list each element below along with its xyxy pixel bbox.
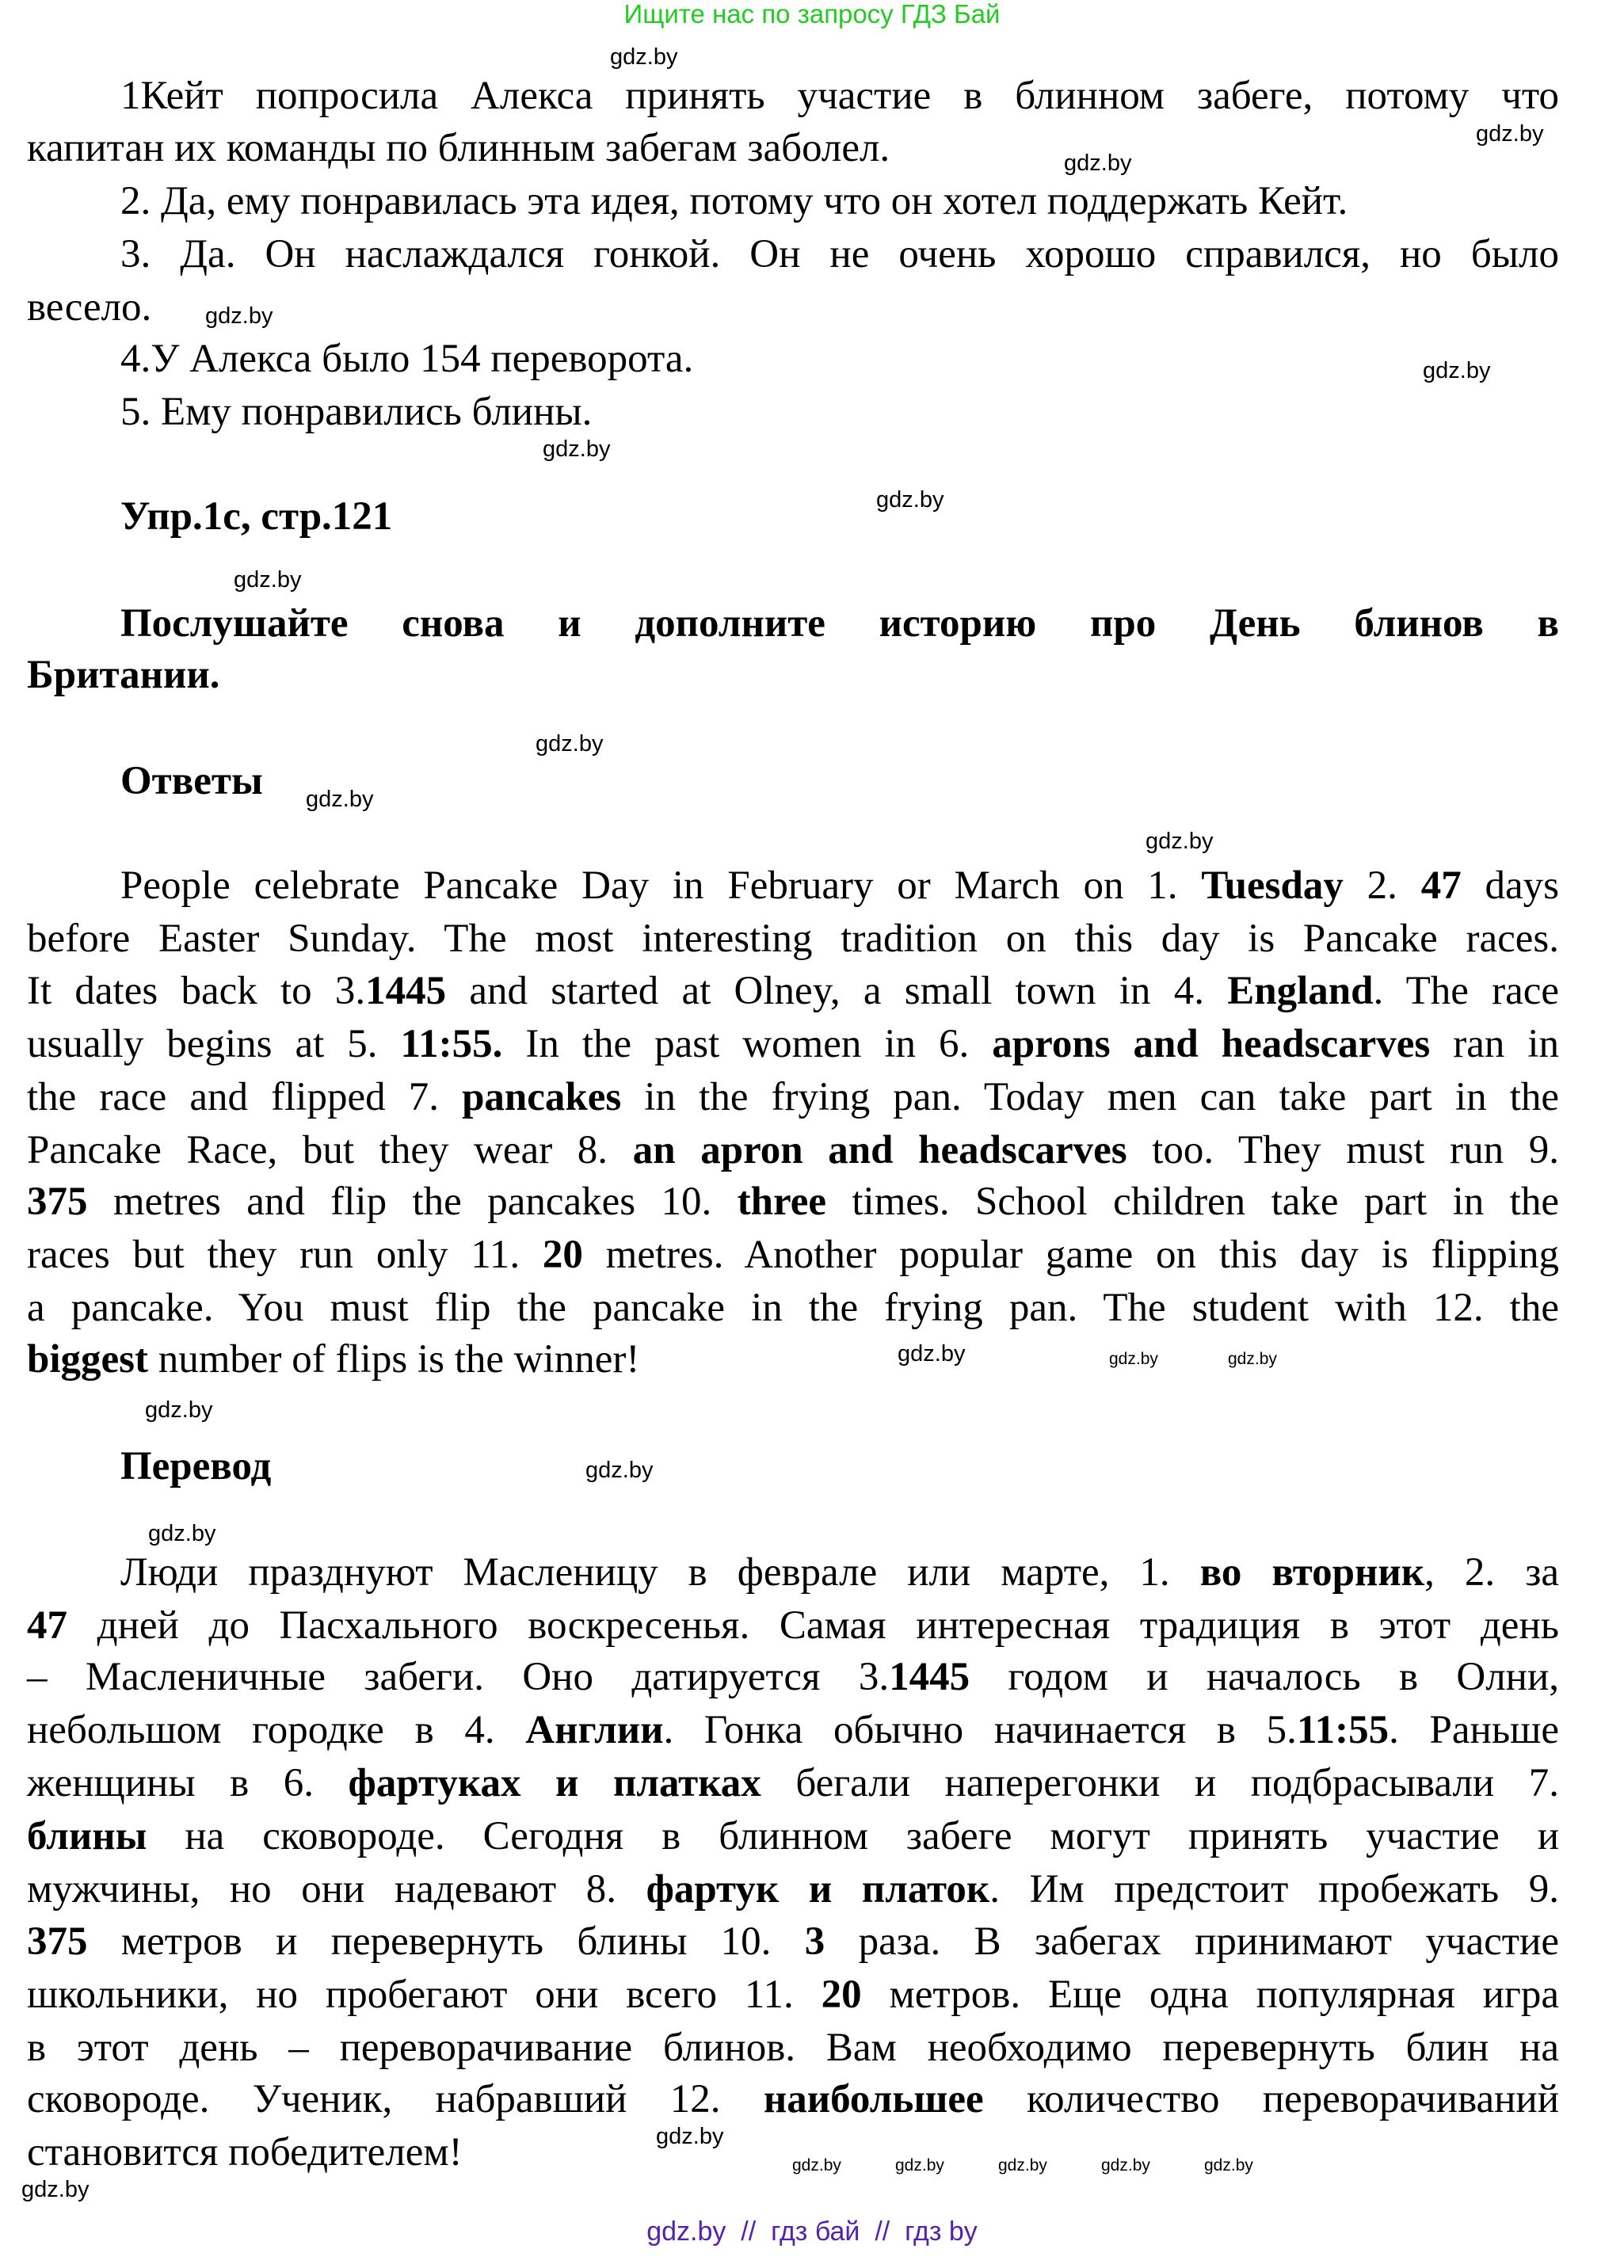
text-segment: бегали наперегонки и подбрасывали 7.: [761, 1761, 1559, 1806]
answer-highlight: 3: [804, 1919, 825, 1964]
watermark: gdz.by: [895, 2156, 944, 2175]
answer-highlight: наибольшее: [763, 2076, 984, 2121]
text-segment: ran in: [1430, 1021, 1559, 1066]
instruction-line: [27, 651, 220, 699]
watermark: gdz.by: [1423, 358, 1491, 383]
answer-highlight: во вторник: [1199, 1549, 1425, 1595]
russian-line: [27, 1653, 1559, 1701]
exercise-title: Упр.1c, стр.121: [120, 494, 393, 539]
footer-links[interactable]: gdz.by // гдз бай // гдз by: [646, 2217, 978, 2247]
text-segment: сковороде. Ученик, набравший 12.: [27, 2076, 764, 2121]
text-segment: times. School children take part in the: [825, 1180, 1559, 1225]
text-segment: In the past women in 6.: [502, 1021, 993, 1066]
answer-highlight: блины: [27, 1814, 147, 1859]
text-segment: 1Кейт попросила Алекса принять участие в блинном забеге, потому что: [120, 74, 1559, 119]
answer-highlight: biggest: [27, 1337, 148, 1382]
russian-line: [27, 1759, 1559, 1807]
answer-highlight: three: [737, 1180, 826, 1225]
russian-line: [27, 1812, 1559, 1860]
text-segment: People celebrate Pancake Day in February or March on 1.: [120, 863, 1202, 909]
text-segment: весело.: [27, 284, 152, 330]
text-segment: metres. Another popular game on this day is flipping: [582, 1233, 1559, 1278]
text-segment: метров и перевернуть блины 10.: [87, 1919, 805, 1964]
english-line: [27, 1073, 1559, 1121]
english-line: [27, 1284, 1559, 1332]
answer-highlight: 47: [1420, 863, 1462, 909]
answer-highlight: 375: [27, 1919, 88, 1964]
watermark: gdz.by: [1146, 829, 1214, 854]
answer-highlight: an apron and headscarves: [632, 1127, 1127, 1172]
watermark: gdz.by: [876, 487, 944, 513]
text-segment: 5. Ему понравились блины.: [120, 390, 593, 435]
watermark: gdz.by: [1204, 2156, 1253, 2175]
text-segment: 4.У Алекса было 154 переворота.: [120, 337, 694, 382]
watermark: gdz.by: [792, 2156, 841, 2175]
russian-line: [27, 1918, 1559, 1965]
answer-highlight: 11:55.: [400, 1021, 503, 1066]
instruction-line: [120, 600, 1559, 647]
answer-highlight: aprons and headscarves: [992, 1021, 1431, 1066]
text-segment: на сковороде. Сегодня в блинном забеге могут принять участие и: [147, 1814, 1559, 1859]
text-segment: number of flips is the winner!: [148, 1337, 640, 1382]
russian-line: [27, 2076, 1559, 2123]
russian-line: [27, 2129, 463, 2176]
text-segment: It dates back to 3.: [27, 968, 366, 1013]
watermark: gdz.by: [1109, 1350, 1158, 1368]
watermark: gdz.by: [306, 787, 374, 812]
answer-highlight: Англии: [525, 1708, 664, 1753]
text-segment: and started at Olney, a small town in 4.: [446, 968, 1228, 1013]
watermark: gdz.by: [21, 2177, 90, 2202]
watermark: gdz.by: [148, 1521, 216, 1546]
answer-highlight: 20: [542, 1233, 583, 1278]
watermark: gdz.by: [1476, 121, 1544, 147]
watermark: gdz.by: [145, 1397, 213, 1423]
english-line: [27, 1126, 1559, 1174]
watermark: gdz.by: [656, 2124, 724, 2149]
watermark: gdz.by: [1228, 1350, 1277, 1368]
text-segment: . Им предстоит пробежать 9.: [989, 1867, 1559, 1912]
answer-highlight: 11:55: [1296, 1708, 1390, 1753]
search-banner: Ищите нас по запросу ГДЗ Бай: [623, 0, 1001, 29]
answers1-line: [120, 231, 1559, 278]
russian-line: [27, 1706, 1559, 1754]
russian-line: [27, 1971, 1559, 2018]
english-line: [120, 862, 1559, 909]
watermark: gdz.by: [1101, 2156, 1150, 2175]
answer-highlight: 1445: [365, 968, 447, 1013]
watermark: gdz.by: [536, 731, 604, 757]
text-segment: , 2. за: [1424, 1549, 1559, 1595]
russian-line: [120, 1549, 1559, 1596]
english-line: [27, 1178, 1559, 1225]
watermark: gdz.by: [898, 1341, 966, 1367]
russian-line: [27, 2024, 1559, 2072]
russian-line: [27, 1866, 1559, 1913]
watermark: gdz.by: [585, 1458, 654, 1483]
english-line: [27, 1231, 1559, 1279]
text-segment: капитан их команды по блинным забегам заболел.: [27, 125, 890, 170]
answers1-line: [120, 388, 592, 436]
text-segment: в этот день – переворачивание блинов. Вам необходимо перевернуть блин на: [27, 2025, 1559, 2070]
text-segment: женщины в 6.: [27, 1761, 349, 1806]
answer-highlight: фартук и платок: [646, 1867, 990, 1912]
text-segment: школьники, но пробегают они всего 11.: [27, 1972, 822, 2017]
answer-highlight: 20: [821, 1972, 862, 2017]
text-segment: 3. Да. Он наслаждался гонкой. Он не очень хорошо справился, но было: [120, 231, 1559, 276]
answer-highlight: фартуках и платках: [348, 1761, 761, 1806]
text-segment: . The race: [1373, 968, 1559, 1013]
english-line: [27, 915, 1559, 962]
english-line: [27, 967, 1559, 1015]
answer-highlight: 47: [27, 1603, 67, 1648]
text-segment: Pancake Race, but they wear 8.: [27, 1127, 633, 1172]
text-segment: a pancake. You must flip the pancake in the frying pan. The student with 12. the: [27, 1286, 1559, 1331]
answer-highlight: Послушайте снова и дополните историю про День блинов в: [120, 600, 1559, 646]
text-segment: days: [1461, 863, 1560, 909]
text-segment: Люди празднуют Масленицу в феврале или марте, 1.: [120, 1549, 1200, 1595]
text-segment: раза. В забегах принимают участие: [825, 1919, 1559, 1964]
text-segment: 2.: [1343, 863, 1421, 909]
answers1-line: [27, 284, 151, 331]
watermark: gdz.by: [234, 567, 302, 593]
text-segment: количество переворачиваний: [983, 2076, 1559, 2121]
watermark: gdz.by: [610, 44, 678, 70]
watermark: gdz.by: [998, 2156, 1047, 2175]
text-segment: . Раньше: [1389, 1708, 1559, 1753]
answers-heading: Ответы: [120, 759, 263, 803]
text-segment: usually begins at 5.: [27, 1021, 401, 1066]
answers1-line: [120, 72, 1559, 120]
english-line: [27, 1336, 639, 1383]
text-segment: мужчины, но они надевают 8.: [27, 1867, 646, 1912]
text-segment: 2. Да, ему понравилась эта идея, потому что он хотел поддержать Кейт.: [120, 178, 1348, 223]
watermark: gdz.by: [205, 303, 273, 329]
answer-highlight: Tuesday: [1201, 863, 1344, 909]
text-segment: races but they run only 11.: [27, 1233, 543, 1278]
translation-heading: Перевод: [120, 1444, 272, 1488]
text-segment: метров. Еще одна популярная игра: [861, 1972, 1559, 2017]
text-segment: . Гонка обычно начинается в 5.: [663, 1708, 1297, 1753]
text-segment: становится победителем!: [27, 2129, 463, 2175]
answers1-line: [27, 124, 890, 172]
answer-highlight: 375: [27, 1180, 88, 1225]
answer-highlight: England: [1227, 968, 1374, 1013]
text-segment: – Масленичные забеги. Оно датируется 3.: [27, 1655, 890, 1699]
text-segment: годом и началось в Олни,: [970, 1655, 1559, 1699]
text-segment: before Easter Sunday. The most interesting tradition on this day is Pancake races.: [27, 917, 1559, 962]
text-segment: metres and flip the pancakes 10.: [87, 1180, 738, 1225]
text-segment: the race and flipped 7.: [27, 1074, 463, 1119]
answer-highlight: Британии.: [27, 652, 220, 697]
text-segment: too. They must run 9.: [1127, 1127, 1559, 1172]
text-segment: in the frying pan. Today men can take part in the: [621, 1074, 1559, 1119]
answer-highlight: pancakes: [462, 1074, 622, 1119]
watermark: gdz.by: [543, 436, 611, 462]
text-segment: дней до Пасхального воскресенья. Самая интересная традиция в этот день: [67, 1603, 1559, 1648]
text-segment: небольшом городке в 4.: [27, 1708, 526, 1753]
russian-line: [27, 1602, 1559, 1649]
answer-highlight: 1445: [889, 1655, 970, 1699]
answers1-line: [120, 335, 693, 383]
english-line: [27, 1020, 1559, 1068]
watermark: gdz.by: [1064, 151, 1132, 176]
answers1-line: [120, 177, 1348, 225]
